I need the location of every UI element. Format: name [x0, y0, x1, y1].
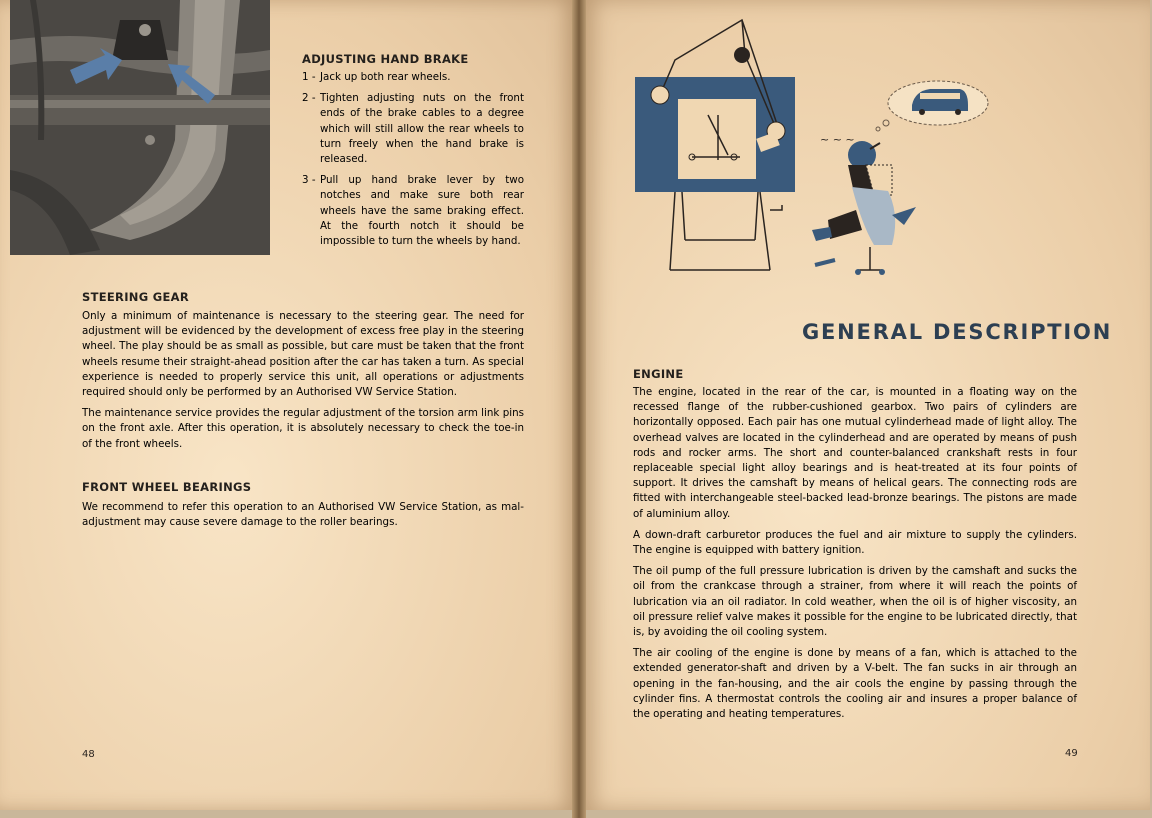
step-item — [302, 70, 524, 85]
page-number-left: 48 — [82, 749, 95, 760]
step-text: Tighten adjusting nuts on the front ends of the brake cables to a degree which will still allow the rear wheels to turn freely when the hand brake is released. — [320, 92, 524, 166]
page-number-right: 49 — [1065, 748, 1078, 759]
hand-brake-photo — [10, 0, 270, 255]
paragraph: The engine, located in the rear of the car, is mounted in a floating way on the recessed flange of the rubber-cushioned gearbox. Two pairs of cylinders are horizontally opposed. Each pair has one mutual cylinderhead made of light alloy. The overhead valves are located in the cylinderhead and are operated by means of push rods and rocker arms. The short and counter-balanced crankshaft rests in four replaceable special light alloy bearings and is heat-treated at its four points of support. It drives the camshaft by means of helical gears. The connecting rods are fitted with interchangeable steel-backed lead-bronze bearings. The pistons are made of aluminium alloy. — [633, 386, 1077, 520]
paragraph: The maintenance service provides the regular adjustment of the torsion arm link pins on the front axle. After this operation, it is absolutely necessary to check the toe-in of the front wheels. — [82, 407, 524, 450]
paragraph: A down-draft carburetor produces the fuel and air mixture to supply the cylinders. The engine is equipped with battery ignition. — [633, 528, 1077, 557]
step-number: 2 - — [302, 92, 316, 105]
paragraph: The air cooling of the engine is done by means of a fan, which is attached to the extended generator-shaft and driven by a V-belt. The fan sucks in air through an opening in the fan-housing, and the air cools the engine by passing through the cylinder fins. A thermostat controls the cooling air and insures a proper balance of the operating and heating temperatures. — [633, 647, 1077, 721]
step-number: 1 - — [302, 71, 316, 83]
bearings-heading: FRONT WHEEL BEARINGS — [82, 480, 252, 494]
steering-heading: STEERING GEAR — [82, 290, 189, 304]
drafting-illustration — [630, 15, 1010, 280]
step-text: Pull up hand brake lever by two notches and make sure both rear wheels have the same braking effect. At the fourth notch it should be impossible to turn the wheels by hand. — [320, 174, 524, 248]
engine-heading: ENGINE — [633, 367, 684, 381]
paragraph: Only a minimum of maintenance is necessary to the steering gear. The need for adjustment will be evidenced by the development of excess free play in the steering wheel. The play should be as small as possible, but care must be taken that the front wheels resume their straight-ahead position after the car has taken a turn. As special experience is needed to properly service this unit, all operations or adjustments required should only be performed by an Authorised VW Service Station. — [82, 310, 524, 399]
step-number: 3 - — [302, 174, 316, 187]
step-item — [302, 91, 524, 167]
steering-text — [82, 309, 524, 452]
bearings-text — [82, 500, 524, 530]
engine-text — [633, 385, 1077, 722]
step-item — [302, 173, 524, 249]
book-gutter — [572, 0, 586, 818]
paragraph: The oil pump of the full pressure lubrication is driven by the camshaft and sucks the oil from the crankcase through a strainer, from where it will reach the points of lubrication via an oil radiator. In cold weather, when the oil is of higher viscosity, an oil pressure relief valve makes it possible for the engine to be lubricated directly, that is, by avoiding the oil cooling system. — [633, 565, 1077, 639]
hand-brake-steps — [302, 70, 524, 255]
paragraph: We recommend to refer this operation to an Authorised VW Service Station, as mal-adjustment may cause severe damage to the roller bearings. — [82, 501, 524, 529]
step-text: Jack up both rear wheels. — [320, 71, 451, 83]
svg-text:~ ~ ~: ~ ~ ~ — [820, 133, 855, 146]
page-title: GENERAL DESCRIPTION — [802, 320, 1113, 344]
hand-brake-heading: ADJUSTING HAND BRAKE — [302, 52, 469, 66]
